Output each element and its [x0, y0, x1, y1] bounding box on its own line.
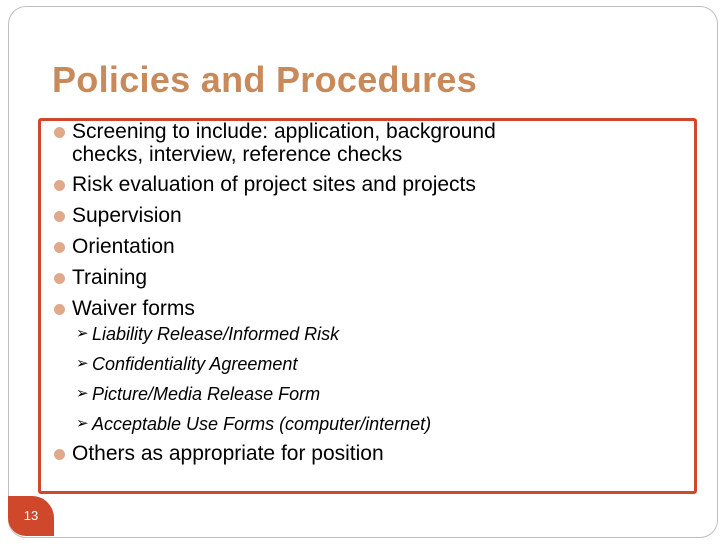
bullet-item	[52, 266, 692, 290]
bullet-dot-icon	[54, 304, 65, 315]
bullet-dot-icon	[54, 449, 65, 460]
sub-bullet-item	[52, 414, 692, 434]
arrow-bullet-icon: ➢	[76, 355, 89, 372]
bullet-text: Orientation	[72, 235, 175, 258]
sub-bullet-text: Acceptable Use Forms (computer/internet)	[92, 414, 432, 434]
arrow-bullet-icon: ➢	[76, 325, 89, 342]
sub-bullet-item	[52, 324, 692, 344]
bullet-text: Supervision	[72, 204, 182, 227]
bullet-dot-icon	[54, 273, 65, 284]
bullet-item	[52, 204, 692, 228]
sub-bullet-item	[52, 354, 692, 374]
sub-bullet-item	[52, 384, 692, 404]
slide-title: Policies and Procedures	[52, 59, 478, 100]
bullet-text: Screening to include: application, background checks, interview, reference checks	[72, 120, 496, 166]
bullet-item	[52, 235, 692, 259]
sub-bullet-text: Confidentiality Agreement	[92, 354, 298, 374]
arrow-bullet-icon: ➢	[76, 415, 89, 432]
bullet-text: Risk evaluation of project sites and projects	[72, 173, 476, 196]
bullet-item	[52, 442, 692, 466]
bullet-dot-icon	[54, 211, 65, 222]
sub-bullet-text: Liability Release/Informed Risk	[92, 324, 340, 344]
bullet-dot-icon	[54, 127, 65, 138]
bullet-dot-icon	[54, 242, 65, 253]
sub-bullet-text: Picture/Media Release Form	[92, 384, 321, 404]
bullet-dot-icon	[54, 180, 65, 191]
slide-number-badge: 13	[8, 496, 54, 536]
bullet-text: Training	[72, 266, 148, 289]
bullet-text: Others as appropriate for position	[72, 442, 384, 465]
bullet-item	[52, 120, 532, 166]
bullet-list	[52, 120, 692, 473]
bullet-item	[52, 173, 692, 197]
arrow-bullet-icon: ➢	[76, 385, 89, 402]
bullet-text: Waiver forms	[72, 297, 195, 320]
bullet-item	[52, 297, 692, 321]
